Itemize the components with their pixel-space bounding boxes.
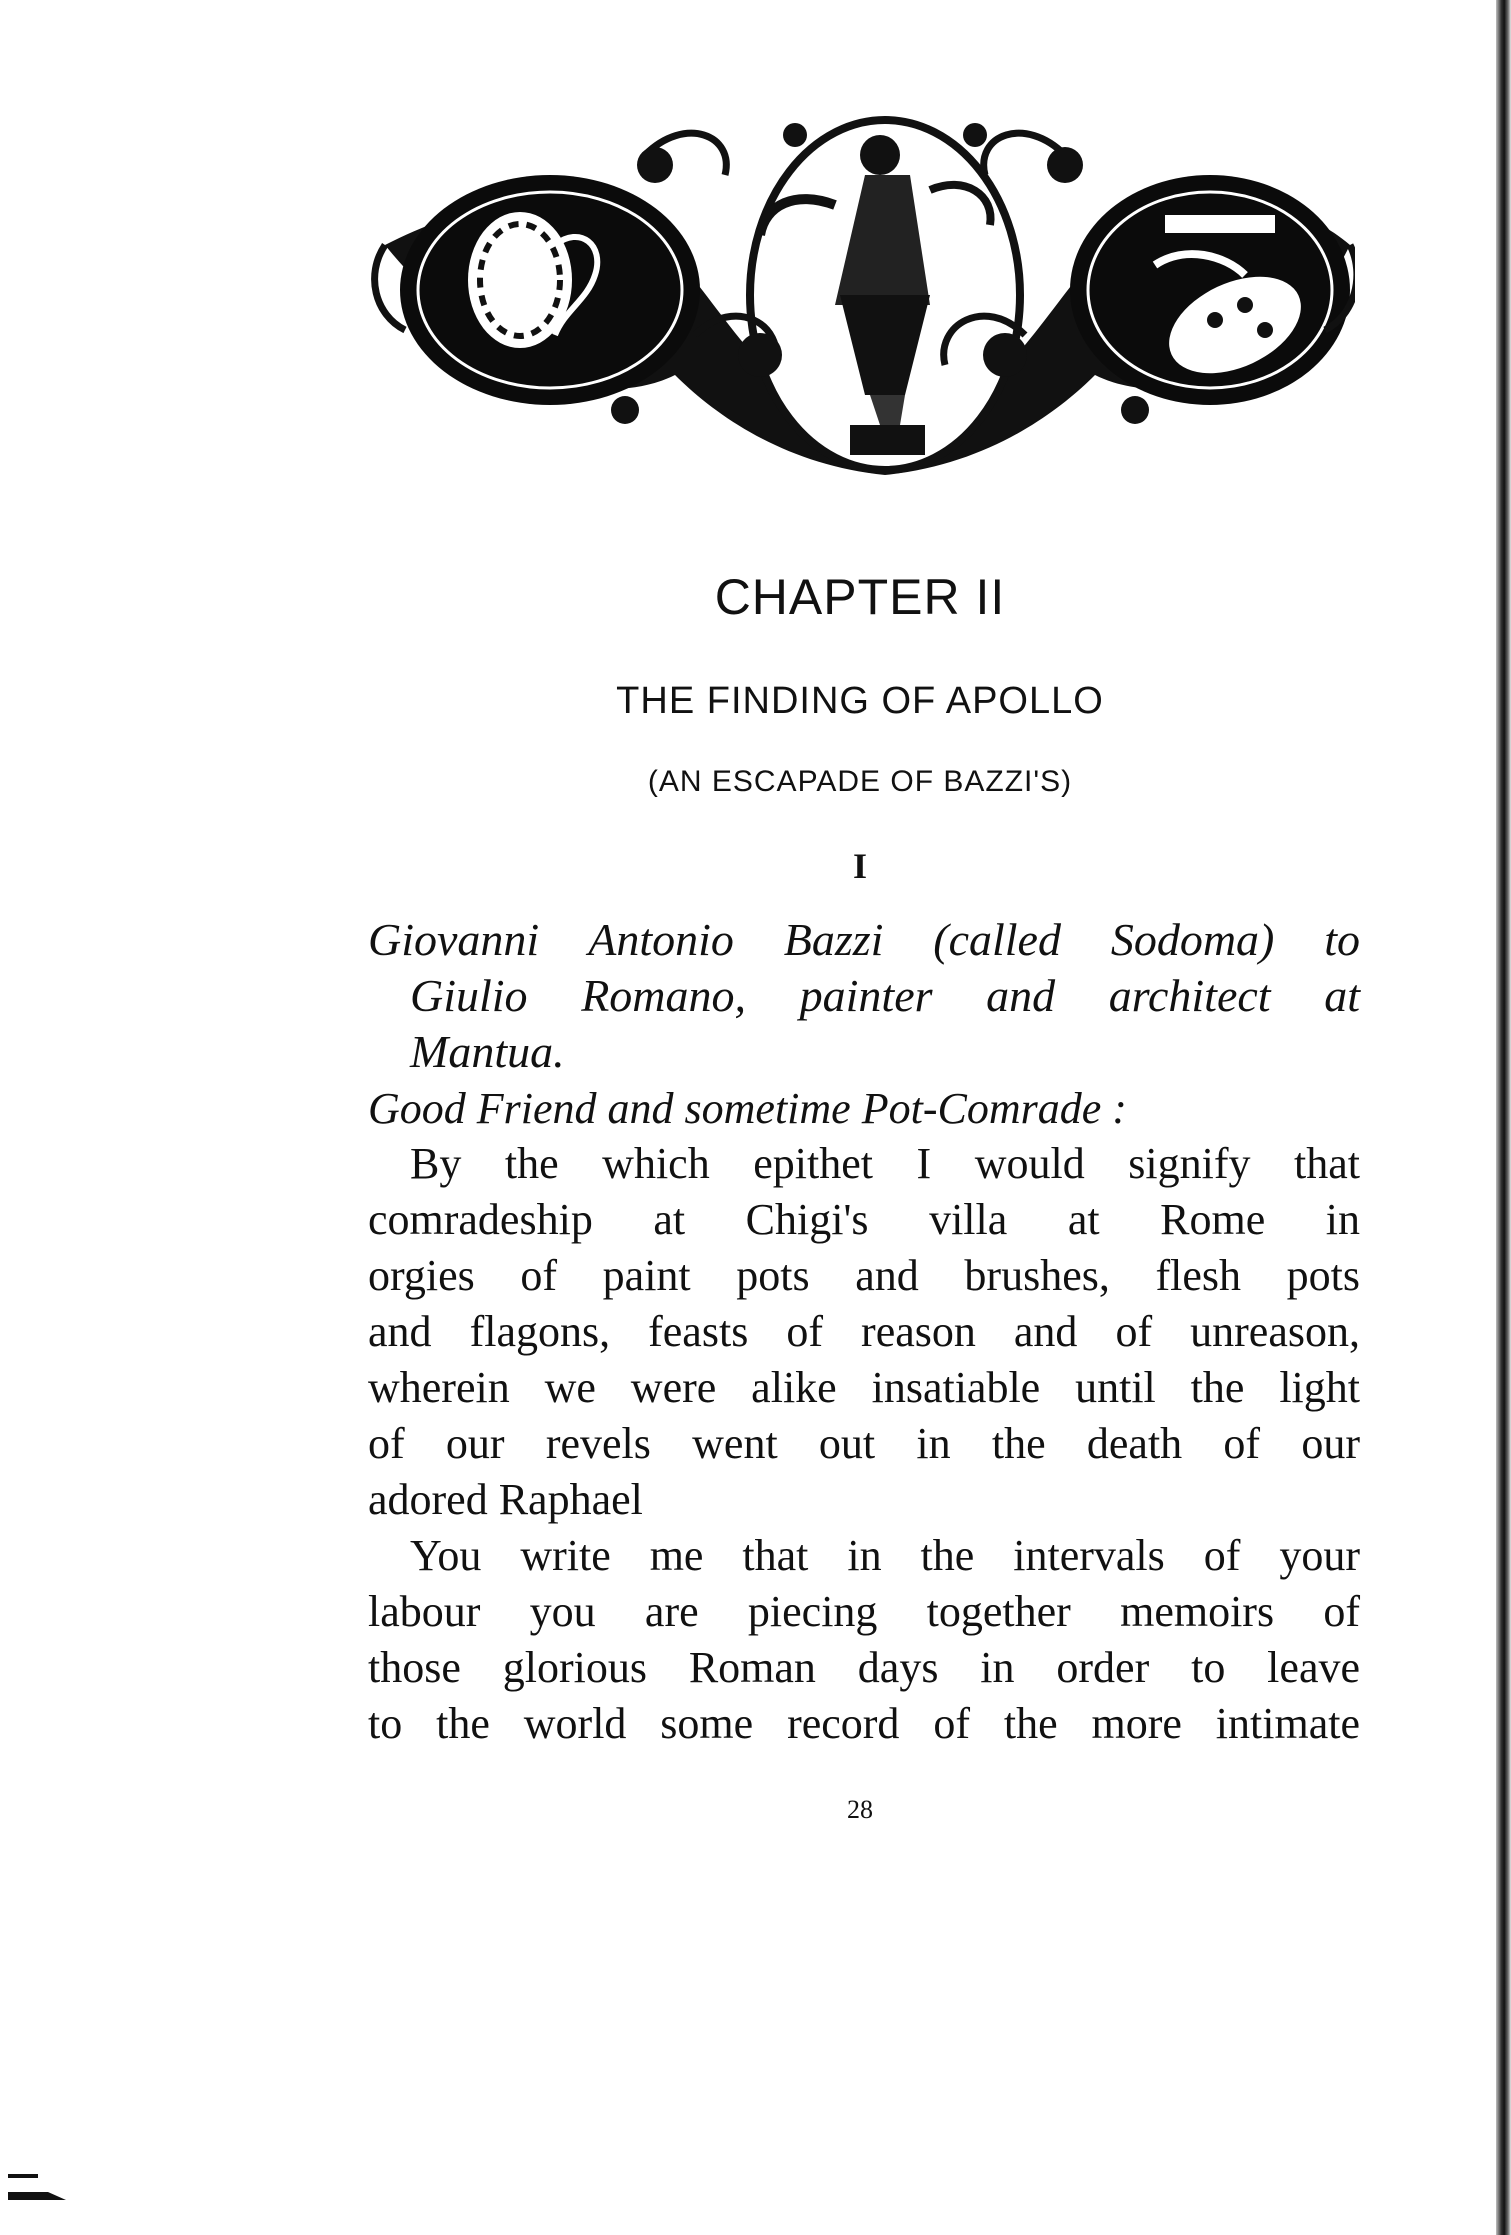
text-line: those glorious Roman days in order to leave	[368, 1643, 1360, 1692]
text-line: adored Raphael	[368, 1475, 643, 1524]
text-line: By the which epithet I would signify that	[410, 1139, 1360, 1188]
chapter-subtitle: THE FINDING OF APOLLO	[616, 680, 1104, 722]
text-line: orgies of paint pots and brushes, flesh pots	[368, 1251, 1360, 1300]
letter-heading-line: Mantua.	[410, 1026, 565, 1077]
letter-greeting: Good Friend and sometime Pot-Comrade :	[368, 1084, 1127, 1133]
chapter-parenthetical: (AN ESCAPADE OF BAZZI'S)	[647, 765, 1073, 798]
section-number: I	[852, 846, 867, 886]
scan-corner-mark	[6, 2170, 78, 2210]
text-line: and flagons, feasts of reason and of unreason,	[368, 1307, 1360, 1356]
text-line: to the world some record of the more intimate	[368, 1699, 1360, 1748]
text-line: wherein we were alike insatiable until the light	[368, 1363, 1360, 1412]
letter-heading	[368, 912, 1360, 1080]
text-line: comradeship at Chigi's villa at Rome in	[368, 1195, 1360, 1244]
ornamental-headpiece-apollo-icon	[365, 95, 1355, 485]
paragraph	[368, 1136, 1360, 1528]
text-line: of our revels went out in the death of our	[368, 1419, 1360, 1468]
paragraph	[368, 1528, 1360, 1752]
page-number: 28	[847, 1795, 873, 1824]
chapter-title: CHAPTER II	[714, 569, 1006, 625]
text-line: labour you are piecing together memoirs of	[368, 1587, 1360, 1636]
text-line: You write me that in the intervals of your	[410, 1531, 1360, 1580]
letter-heading-line: Giulio Romano, painter and architect at	[410, 970, 1360, 1021]
letter-heading-line: Giovanni Antonio Bazzi (called Sodoma) to	[368, 914, 1360, 965]
page-edge	[1496, 0, 1511, 2235]
